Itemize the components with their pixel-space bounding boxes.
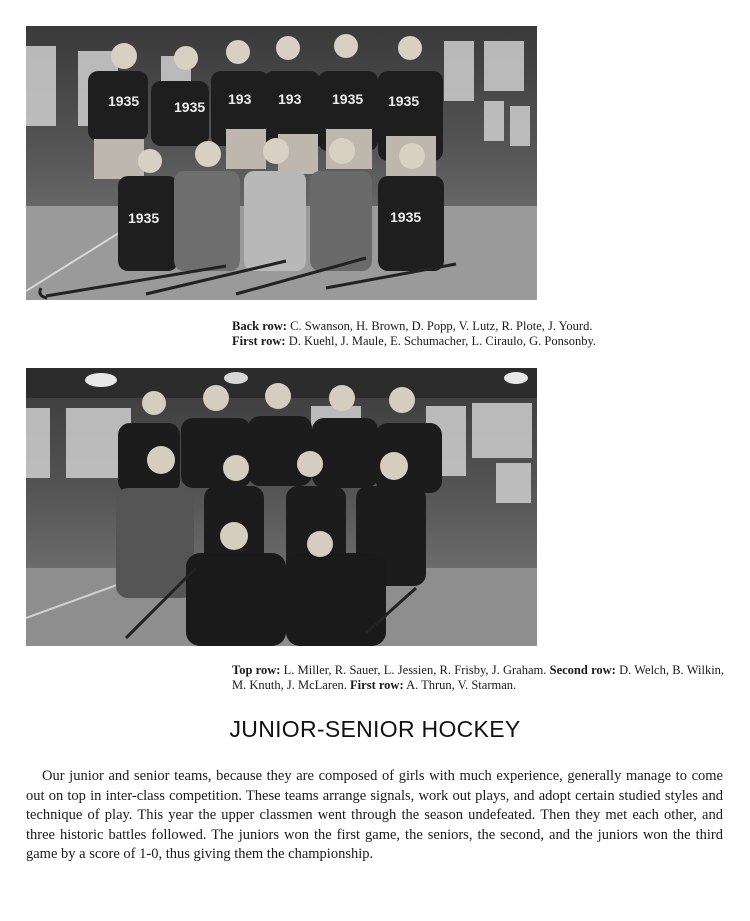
caption-row-label: Second row: [549, 663, 616, 677]
caption-row-label: Top row: [232, 663, 281, 677]
jersey-number: 1935 [332, 91, 364, 107]
jersey-number: 1935 [388, 93, 420, 109]
article-body: Our junior and senior teams, because they are composed of girls with much experience, generally manage to come out on top in inter-class competition. These teams arrange signals, work out plays, and adopt certain studied styles and technique of play. This year the upper classmen went through the season undefeated. Then they met each other, and three historic battles followed. The juniors won the first game, the seniors, the second, and the juniors won the third game by a score of 1-0, thus giving them the championship. [26, 768, 723, 863]
photo-juniors-illustration [26, 368, 537, 646]
caption-row-label: First row: [350, 678, 404, 692]
caption-row-names: D. Kuehl, J. Maule, E. Schumacher, L. Ciraulo, G. Ponsonby. [288, 334, 597, 348]
first-row-players [186, 553, 386, 646]
caption-row-names: D. Welch, B. Wilkin, M. Knuth, J. McLaren. [232, 663, 725, 692]
photo-caption-juniors [232, 663, 724, 693]
jersey-number: 1935 [108, 93, 140, 109]
jersey-number: 1935 [174, 99, 206, 115]
page-title: JUNIOR-SENIOR HOCKEY [229, 716, 521, 742]
jersey-number: 1935 [128, 210, 160, 226]
photo-seniors-illustration [26, 26, 537, 300]
jersey-number: 1935 [390, 209, 422, 225]
back-row-faces [111, 34, 422, 70]
team-photo-juniors [26, 368, 537, 646]
photo-caption-seniors [232, 319, 724, 349]
jersey-number: 193 [278, 91, 302, 107]
caption-row-names: C. Swanson, H. Brown, D. Popp, V. Lutz, R. Plote, J. Yourd. [290, 319, 593, 333]
caption-row-names: A. Thrun, V. Starman. [406, 678, 517, 692]
jersey-number: 193 [228, 91, 252, 107]
caption-row-label: First row: [232, 334, 286, 348]
caption-row-label: Back row: [232, 319, 287, 333]
team-photo-seniors [26, 26, 537, 300]
caption-row-names: L. Miller, R. Sauer, L. Jessien, R. Frisby, J. Graham. [283, 663, 547, 677]
